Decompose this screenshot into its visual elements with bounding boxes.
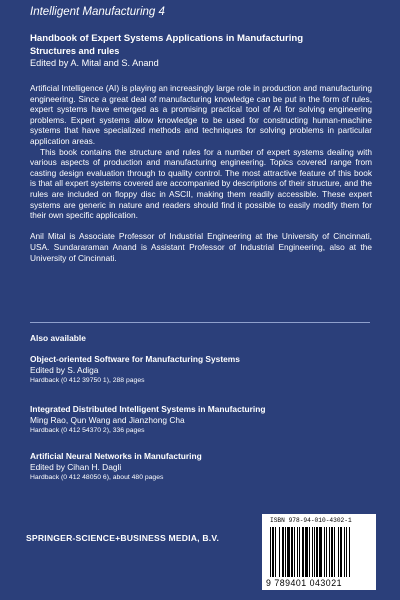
book-subtitle: Structures and rules [30,46,120,56]
series-title: Intelligent Manufacturing 4 [30,6,165,18]
related-book-info: Hardback (0 412 48050 6), about 480 pages [30,474,164,481]
related-book [30,451,370,483]
book-title: Handbook of Expert Systems Applications in Manufacturing [30,33,304,44]
also-available-heading: Also available [30,333,86,343]
barcode-icon [270,527,368,577]
related-book [30,404,370,436]
book-header [30,33,390,69]
related-book-authors: Ming Rao, Qun Wang and Jianzhong Cha [30,415,185,425]
related-book-info: Hardback (0 412 54370 2), 336 pages [30,427,145,434]
barcode-digits: 9 789401 043021 [266,578,342,588]
related-book-title: Artificial Neural Networks in Manufacturing [30,451,202,461]
related-book-authors: Edited by Cihan H. Dagli [30,462,122,472]
divider [30,322,370,323]
related-book [30,354,370,386]
related-book-authors: Edited by S. Adiga [30,365,99,375]
author-bio-paragraph: Anil Mital is Associate Professor of Industrial Engineering at the University of Cincinnati, USA. Sundararaman Anand is Assistant Professor of Industrial Engineering, also at the University of Cincinnati. [30,231,372,263]
related-book-title: Object-oriented Software for Manufacturing Systems [30,354,240,364]
book-description [30,83,372,263]
isbn-label: ISBN 978-94-010-4302-1 [270,517,352,524]
publisher-name: SPRINGER-SCIENCE+BUSINESS MEDIA, B.V. [26,533,220,543]
isbn-barcode-box [262,514,376,590]
related-book-info: Hardback (0 412 39750 1), 288 pages [30,377,145,384]
description-paragraph: This book contains the structure and rules for a number of expert systems dealing with various aspects of production and manufacturing engineering. Topics covered range from casting design evaluation through to quality control. The most attractive feature of this book is that all expert systems covered are accompanied by descriptions of their structure, and the rules are included on floppy disc in ASCII, making them readily accessible. These expert systems are generic in nature and readers should find it possible to easily modify them for their own specific application. [30,146,372,221]
related-book-title: Integrated Distributed Intelligent Systems in Manufacturing [30,404,266,414]
description-paragraph: Artificial Intelligence (AI) is playing an increasingly large role in production and manufacturing engineering. Since a great deal of manufacturing knowledge can be put in the form of rules, expert systems have emerged as a promising practical tool of AI for solving engineering problems. Expert systems allow knowledge to be used for constructing human-machine systems that have specialized methods and techniques for solving problems in particular application areas. [30,83,372,146]
book-editors: Edited by A. Mital and S. Anand [30,58,159,68]
